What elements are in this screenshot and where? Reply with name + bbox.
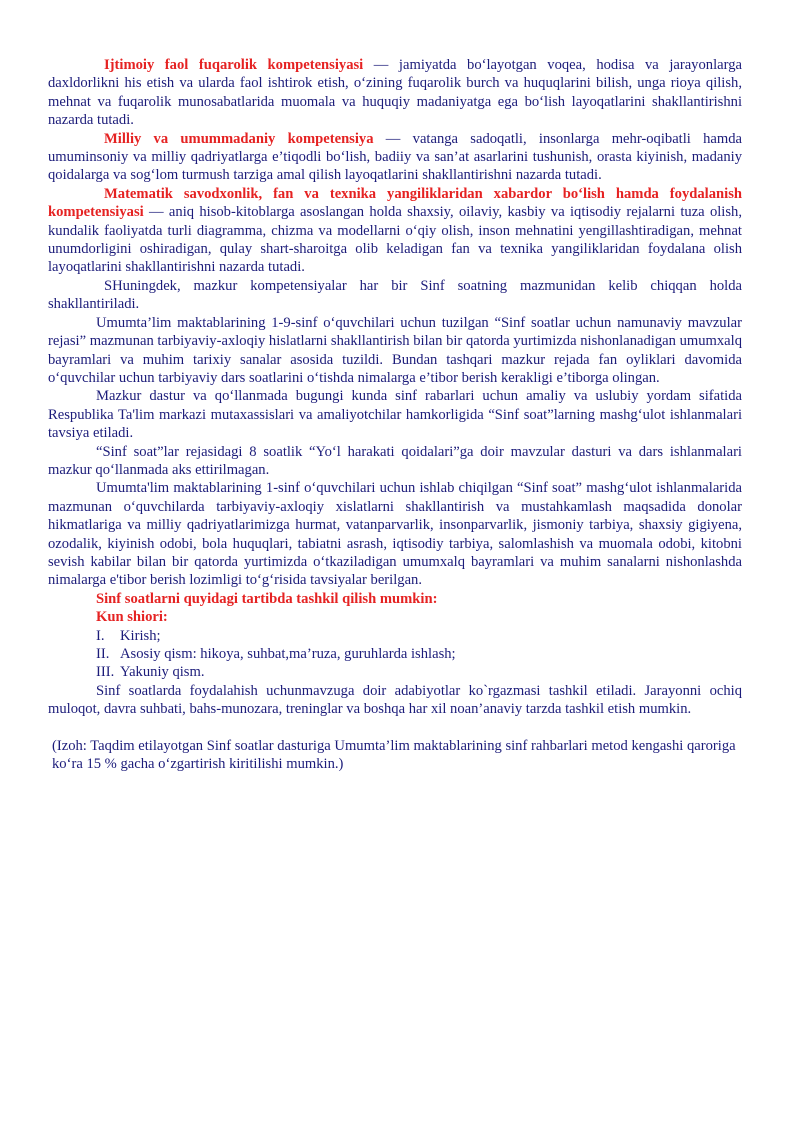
paragraph-civic-competence bbox=[48, 56, 742, 130]
heading-math-competence: Matematik savodxonlik, fan va texnika yangiliklaridan xabardor bo‘lish hamda foydalanish kompetensiyasi bbox=[48, 185, 742, 221]
list-item bbox=[96, 663, 742, 681]
list-item-number: II. bbox=[96, 646, 110, 662]
steps-list bbox=[48, 627, 742, 682]
spacer bbox=[48, 719, 742, 737]
document-page bbox=[48, 56, 742, 773]
heading-civic-competence: Ijtimoiy faol fuqarolik kompetensiyasi bbox=[104, 57, 364, 73]
heading-cultural-competence: Milliy va umummadaniy kompetensiya bbox=[104, 130, 374, 147]
paragraph-plan: Umumta’lim maktablarining 1-9-sinf o‘quvchilari uchun tuzilgan “Sinf soatlar uchun namunaviy mavzular rejasi” mazmunan tarbiyaviy-axloqiy hislatlarni shakllantirish bilan bir qatorda yurtimizda nishonlanadigan umumxalq bayramlari va muhim tarixiy sanalar asosida tuzildi. Bundan tashqari mazkur rejada fan oyliklari davomida o‘quvchilar uchun tarbiyaviy dars soatlarini o‘tishda nimalarga e’tibor berish kerakligi e’tiborga olingan. bbox=[48, 314, 742, 386]
list-item-text: Yakuniy qism. bbox=[120, 664, 205, 681]
heading-order: Sinf soatlarni quyidagi tartibda tashkil qilish mumkin: bbox=[96, 590, 438, 607]
paragraph-program: Mazkur dastur va qo‘llanmada bugungi kunda sinf rabarlari uchun amaliy va uslubiy yordam sifatida Respublika Ta'lim markazi mutaxassislari va amaliyotchilar hamkorligida “Sinf soat”larning mashg‘ulot ishlanmalari tavsiya etiladi. bbox=[48, 388, 742, 442]
list-item bbox=[96, 627, 742, 645]
list-item-number: I. bbox=[96, 627, 105, 644]
text-civic-competence: — jamiyatda bo‘layotgan voqea, hodisa va jarayonlarga daxldorlikni his etish va ularda faol ishtirok etish, o‘zining fuqarolik burch va huquqlarini bilish, unga rioya qilish, mehnat va fuqarolik munosabatlarida muomala va huquqiy madaniyatga ega bo‘lish layoqatlarini shakllantirishni nazarda tutadi. bbox=[48, 57, 742, 129]
list-item-text: Asosiy qism: hikoya, suhbat,ma’ruza, guruhlarda ishlash; bbox=[120, 646, 456, 662]
text-cultural-competence: — vatanga sadoqatli, insonlarga mehr-oqibatli hamda umuminsoniy va milliy qadriyatlarga e’tiqodli bo‘lish, badiiy va san’at asarlarini tushunish, orasta kiyinish, madaniy qoidalarga va sog‘lom turmush tarziga amal qilish layoqatlarini shakllantirishni nazarda tutadi. bbox=[48, 130, 742, 184]
paragraph-first-grade: Umumta'lim maktablarining 1-sinf o‘quvchilari uchun ishlab chiqilgan “Sinf soat” mashg‘ulot ishlanmalarida mazmunan o‘quvchilarda tarbiyaviy-axloqiy xislatlarni shakllantirish va mustahkamlash maqsadida donolar hikmatlariga va milliy qadriyatlarimizga hurmat, vatanparvarlik, insonparvarlik, jismoniy tarbiya, shaxsiy gigiyena, ozodalik, kiyinish odobi, bola huquqlari, tabiatni asrash, iqtisodiy tarbiya, salomlashish va muomala odobi, kitobni sevish kabilar bilan bir qatorda yurtimizda o‘tkaziladigan umumxalq bayramlari va muhim sanalarni nishonlashda nimalarga e'tibor berish lozimligi to‘g‘risida tavsiyalar berilgan. bbox=[48, 480, 742, 589]
list-item bbox=[96, 645, 742, 663]
paragraph-traffic-rules: “Sinf soat”lar rejasidagi 8 soatlik “Yo‘l harakati qoidalari”ga doir mavzular dasturi va dars ishlanmalari mazkur qo‘llanmada aks ettirilmagan. bbox=[48, 443, 742, 478]
paragraph-exhibition: Sinf soatlarda foydalahish uchunmavzuga doir adabiyotlar ko`rgazmasi tashkil etiladi. Jarayonni ochiq muloqot, davra suhbati, bahs-munozara, treninglar va boshqa har xil noan’anaviy tarzda tashkil etish mumkin. bbox=[48, 682, 742, 718]
paragraph-also: SHuningdek, mazkur kompetensiyalar har bir Sinf soatning mazmunidan kelib chiqqan holda shakllantiriladi. bbox=[48, 277, 742, 313]
list-item-text: Kirish; bbox=[120, 627, 161, 644]
list-item-number: III. bbox=[96, 664, 115, 681]
note-paragraph: (Izoh: Taqdim etilayotgan Sinf soatlar dasturiga Umumta’lim maktablarining sinf rahbarlari metod kengashi qaroriga ko‘ra 15 % gacha o‘zgartirish kiritilishi mumkin.) bbox=[52, 737, 736, 773]
text-math-competence: — aniq hisob-kitoblarga asoslangan holda shaxsiy, oilaviy, kasbiy va iqtisodiy rejalarni tuza olish, kundalik faoliyatda turli diagramma, chizma va modellarni o‘qiy olish, inson mehnatini yengillashtiradigan, mehnat unumdorligini oshiradigan, qulay shart-sharoitga olib keladigan fan va texnika yangiliklaridan foydalana olish layoqatlarini shakllantirishni nazarda tutadi. bbox=[48, 204, 742, 276]
paragraph-math-competence bbox=[48, 185, 742, 277]
heading-motto: Kun shiori: bbox=[96, 609, 168, 626]
paragraph-cultural-competence bbox=[48, 130, 742, 185]
